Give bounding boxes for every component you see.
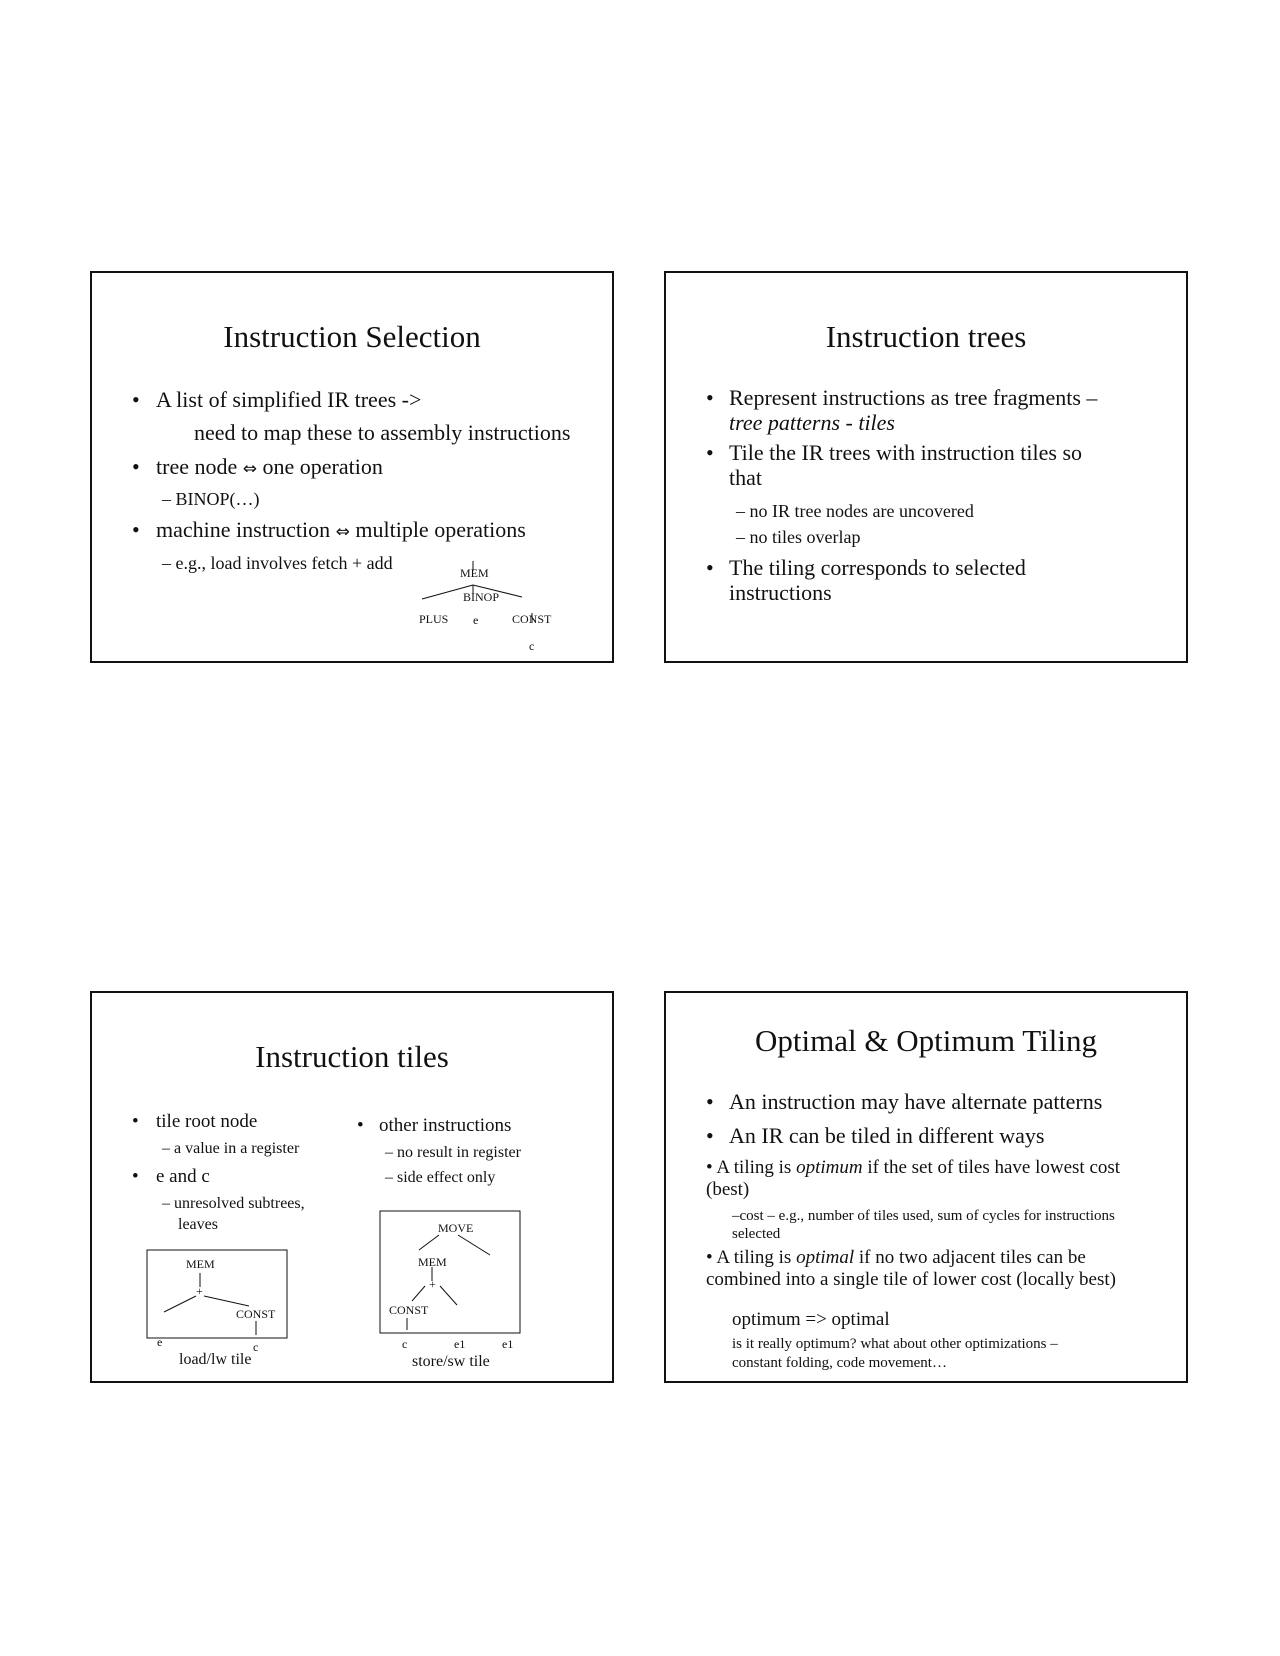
text-run: • A tiling is — [706, 1157, 797, 1178]
bullet-text-post: multiple operations — [355, 517, 526, 542]
bullet-text-pre: tree node — [156, 454, 238, 479]
bullet-text-cont: that — [729, 465, 762, 490]
question-note: is it really optimum? what about other optimizations – — [732, 1336, 1058, 1352]
sub-bullet-text: unresolved subtrees, — [174, 1195, 305, 1212]
bullet-text: A list of simplified IR trees -> — [156, 387, 422, 412]
tile-leaf-e1: e1 — [502, 1337, 514, 1351]
bullet: • — [132, 1111, 139, 1132]
tile-node-mem: MEM — [186, 1257, 215, 1271]
bullet: • — [706, 385, 714, 410]
bullet: • — [706, 555, 714, 580]
cost-note: –cost – e.g., number of tiles used, sum of cycles for instructions — [732, 1208, 1115, 1224]
sub-bullet-text: no result in register — [397, 1144, 521, 1161]
bullet-text: Tile the IR trees with instruction tiles so — [729, 440, 1082, 465]
tile-node-const: CONST — [389, 1303, 429, 1317]
tree-node-e: e — [473, 613, 479, 627]
sub-bullet: – no tiles overlap — [736, 527, 861, 547]
load-tile-box — [147, 1250, 287, 1338]
tile-leaf-c: c — [253, 1340, 259, 1354]
bullet-text: other instructions — [379, 1115, 512, 1136]
tree-node-plus: PLUS — [419, 612, 449, 626]
tile-diagrams — [92, 993, 616, 1385]
text-run: if no two adjacent tiles can be — [854, 1247, 1086, 1268]
sub-bullet-text: no tiles overlap — [749, 527, 861, 547]
sub-bullet-text: e.g., load involves fetch + add — [175, 553, 393, 573]
bullet: • — [132, 517, 140, 542]
sub-bullet-text: a value in a register — [174, 1140, 300, 1157]
tile-node-const: CONST — [236, 1307, 276, 1321]
bullet-text: tile root node — [156, 1111, 258, 1132]
ir-tree-diagram — [92, 273, 616, 665]
sub-bullet-text: no IR tree nodes are uncovered — [749, 501, 974, 521]
bullet-text-pre: machine instruction — [156, 517, 331, 542]
bullet-text-italic: tree patterns - tiles — [729, 410, 895, 435]
sub-bullet-cont: leaves — [178, 1216, 218, 1233]
bullet: • — [706, 1123, 714, 1148]
sub-bullet: – no IR tree nodes are uncovered — [736, 501, 974, 521]
slide-title: Instruction tiles — [255, 1039, 449, 1074]
tile-leaf-e1: e1 — [454, 1337, 466, 1351]
tree-node-c: c — [529, 639, 535, 653]
slide-instruction-tiles — [90, 991, 614, 1383]
slide-title: Optimal & Optimum Tiling — [755, 1023, 1097, 1058]
bullet: • — [357, 1115, 364, 1136]
bullet: • — [706, 1089, 714, 1114]
implies-statement: optimum => optimal — [732, 1309, 890, 1330]
paragraph-optimum — [706, 1157, 1120, 1179]
sub-bullet-text: side effect only — [397, 1169, 496, 1186]
tree-edge — [458, 1235, 490, 1255]
paragraph-optimal — [706, 1247, 1086, 1269]
slide-instruction-selection — [90, 271, 614, 663]
tree-node-binop: BINOP — [463, 590, 500, 604]
paragraph-optimal-cont: combined into a single tile of lower cost (locally best) — [706, 1269, 1116, 1290]
tile-caption: store/sw tile — [412, 1353, 490, 1370]
bullet-continuation: need to map these to assembly instructions — [194, 420, 571, 445]
slide-optimal-optimum-tiling — [664, 991, 1188, 1383]
text-emphasis: optimal — [796, 1247, 855, 1268]
slide-instruction-trees — [664, 271, 1188, 663]
double-arrow-icon: ⇔ — [242, 459, 257, 479]
tree-node-mem: MEM — [460, 566, 489, 580]
slide-title: Instruction trees — [825, 319, 1027, 354]
text-run: • A tiling is — [706, 1247, 797, 1268]
slide-title: Instruction Selection — [223, 319, 481, 354]
sub-bullet-text: BINOP(…) — [175, 489, 260, 509]
tile-caption: load/lw tile — [179, 1351, 252, 1368]
bullet: • — [706, 440, 714, 465]
bullet-text: An IR can be tiled in different ways — [729, 1123, 1045, 1148]
tile-leaf-e: e — [157, 1335, 163, 1349]
sub-bullet: – e.g., load involves fetch + add — [162, 553, 393, 573]
tile-node-move: MOVE — [438, 1221, 474, 1235]
sub-bullet: – unresolved subtrees, — [162, 1195, 305, 1212]
tile-leaf-c: c — [402, 1337, 408, 1351]
tree-edge — [164, 1296, 196, 1312]
tree-node-const: CONST — [512, 612, 552, 626]
sub-bullet: – side effect only — [385, 1169, 496, 1186]
tile-node-plus: + — [196, 1284, 203, 1298]
sub-bullet: – BINOP(…) — [162, 489, 260, 509]
bullet-text: An instruction may have alternate patterns — [729, 1089, 1103, 1114]
bullet-text-cont: instructions — [729, 580, 832, 605]
bullet: • — [132, 1166, 139, 1187]
tree-edge — [419, 1235, 439, 1250]
question-note-cont: constant folding, code movement… — [732, 1355, 947, 1371]
tree-edge — [440, 1286, 457, 1305]
tile-node-plus: + — [429, 1277, 436, 1291]
text-run: if the set of tiles have lowest cost — [862, 1157, 1121, 1178]
bullet-text-post: one operation — [262, 454, 383, 479]
bullet-text: Represent instructions as tree fragments – — [729, 385, 1098, 410]
cost-note-cont: selected — [732, 1226, 781, 1242]
sub-bullet: – a value in a register — [162, 1140, 300, 1157]
tree-edge — [204, 1296, 249, 1306]
paragraph-optimum-cont: (best) — [706, 1179, 750, 1200]
bullet-text: e and c — [156, 1166, 210, 1187]
double-arrow-icon: ⇔ — [335, 522, 350, 542]
sub-bullet: – no result in register — [385, 1144, 521, 1161]
bullet: • — [132, 387, 140, 412]
text-emphasis: optimum — [796, 1157, 863, 1178]
bullet-text: The tiling corresponds to selected — [729, 555, 1026, 580]
bullet: • — [132, 454, 140, 479]
tree-edge — [412, 1286, 425, 1301]
tile-node-mem: MEM — [418, 1255, 447, 1269]
